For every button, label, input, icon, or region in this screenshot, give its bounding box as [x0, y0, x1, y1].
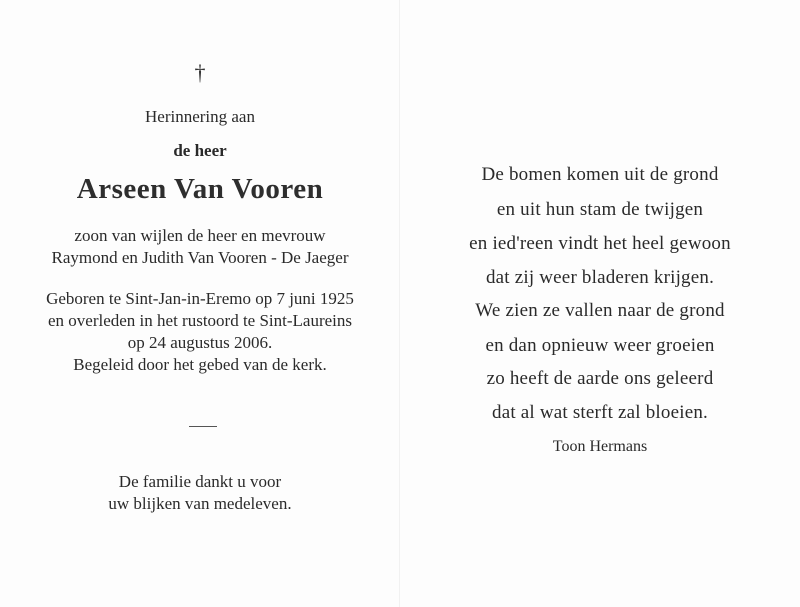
left-panel [20, 0, 380, 607]
poem-author: Toon Hermans [552, 438, 648, 455]
poem-line-7: zo heeft de aarde ons geleerd [486, 368, 714, 389]
life-line-2: en overleden in het rustoord te Sint-Laureins [47, 311, 353, 330]
poem-line-3: en ied'reen vindt het heel gewoon [469, 233, 731, 254]
deceased-name: Arseen Van Vooren [76, 173, 324, 205]
intro-text: Herinnering aan [145, 107, 255, 126]
parents-line-2: Raymond en Judith Van Vooren - De Jaeger [51, 248, 349, 267]
poem-line-1: De bomen komen uit de grond [481, 164, 719, 185]
card-fold-divider [399, 0, 400, 607]
poem-line-6: en dan opnieuw weer groeien [485, 335, 715, 356]
life-line-4: Begeleid door het gebed van de kerk. [73, 355, 327, 374]
poem-line-2: en uit hun stam de twijgen [496, 199, 704, 220]
right-panel [420, 0, 780, 607]
thanks-line-2: uw blijken van medeleven. [108, 494, 292, 513]
poem-line-4: dat zij weer bladeren krijgen. [485, 267, 715, 288]
life-line-1: Geboren te Sint-Jan-in-Eremo op 7 juni 1925 [46, 289, 354, 308]
life-line-3: op 24 augustus 2006. [127, 333, 273, 352]
title-text: de heer [173, 141, 227, 160]
cross-icon: † [194, 60, 206, 85]
poem-line-5: We zien ze vallen naar de grond [475, 300, 725, 321]
thanks-line-1: De familie dankt u voor [118, 472, 282, 491]
parents-line-1: zoon van wijlen de heer en mevrouw [74, 226, 326, 245]
separator-rule [189, 426, 217, 427]
poem-line-8: dat al wat sterft zal bloeien. [492, 402, 708, 423]
